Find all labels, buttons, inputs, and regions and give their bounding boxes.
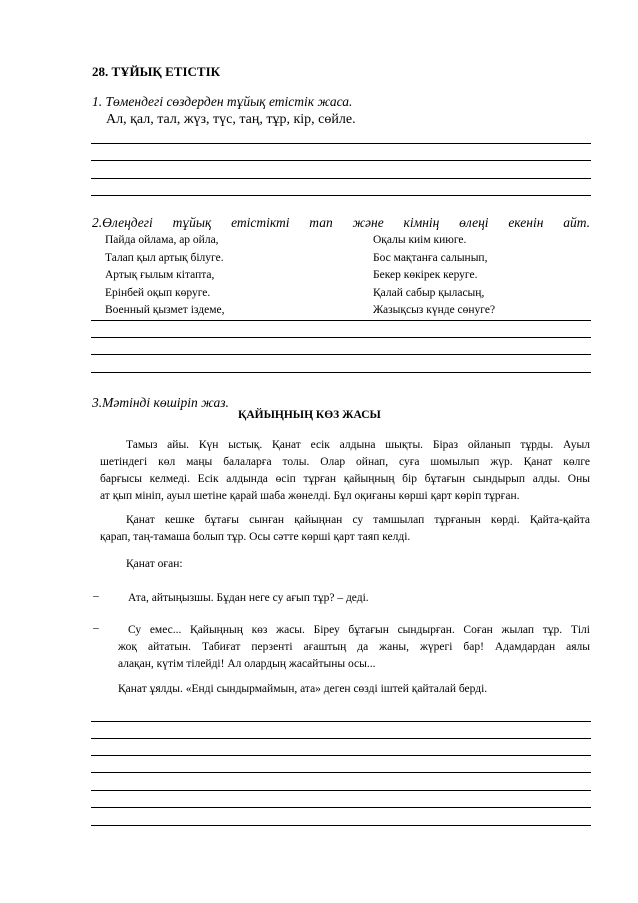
poem-line: Талап қыл артық білуге. <box>105 251 224 264</box>
paragraph-4: Қанат ұялды. «Енді сындырмаймын, ата» деген сөзді іштей қайталай берді. <box>118 683 488 695</box>
text-line: барғысы келмеді. Есік алдында өсіп тұрған қайыңның бір бұтағын сындырып алды. Оны <box>100 473 590 485</box>
text-line: Су емес... Қайыңның көз жасы. Біреу бұтағын сындырған. Соған жылап тұр. Тілі <box>128 624 590 636</box>
answer-line[interactable] <box>91 160 591 161</box>
dialogue-line-1: Ата, айтыңызшы. Бұдан неге су ағып тұр? – деді. <box>128 592 369 604</box>
task3-instruction: 3.Мәтінді көшіріп жаз. <box>92 395 229 410</box>
poem-left-column <box>105 232 224 320</box>
paragraph-1 <box>100 437 590 505</box>
paragraph-3: Қанат оған: <box>126 558 183 570</box>
answer-line[interactable] <box>91 143 591 144</box>
answer-line[interactable] <box>91 337 591 338</box>
text-line: Тамыз айы. Күн ыстық. Қанат есік алдына шықты. Біраз ойланып тұрды. Ауыл <box>126 439 590 451</box>
answer-line[interactable] <box>91 772 591 773</box>
poem-right-column <box>373 232 495 320</box>
poem-line: Военный қызмет іздеме, <box>105 304 225 316</box>
poem-line: Пайда ойлама, ар ойла, <box>105 234 219 246</box>
text-line: жоқ айтатын. Табиғат перзенті ағаштың да жаны, жүрегі бар! Адамдардан аялы <box>118 641 590 653</box>
text-line: қарап, таң-тамаша болып тұр. Осы сәтте көрші қарт таяп келді. <box>100 531 411 543</box>
dialogue-line-2 <box>118 622 590 673</box>
poem-line: Ерінбей оқып көруге. <box>105 286 211 299</box>
answer-line[interactable] <box>91 755 591 756</box>
answer-line[interactable] <box>91 178 591 179</box>
answer-line[interactable] <box>91 372 591 373</box>
text-line: ат қып мініп, ауыл шетіне қарай шаба жөнелді. Бұл оқиғаны көрші қарт көріп тұрған. <box>100 490 520 502</box>
poem-line: Бекер көкірек керуге. <box>373 269 478 281</box>
answer-line[interactable] <box>91 807 591 808</box>
text-line: шетіндегі көл маңы балаларға толы. Олар ойнап, суға шомылып жүр. Қанат көлге <box>100 456 590 468</box>
answer-line[interactable] <box>91 825 591 826</box>
answer-line[interactable] <box>91 195 591 196</box>
answer-line[interactable] <box>91 790 591 791</box>
dialogue-dash: – <box>93 590 99 602</box>
paragraph-2 <box>100 512 590 546</box>
answer-line[interactable] <box>91 721 591 722</box>
answer-line[interactable] <box>91 354 591 355</box>
dialogue-dash: – <box>93 622 99 634</box>
task1-instruction: 1. Төмендегі сөздерден тұйық етістік жаса. <box>92 94 353 109</box>
poem-line: Оқалы киім киюге. <box>373 234 467 246</box>
task1-words: Ал, қал, тал, жүз, түс, таң, тұр, кір, сөйле. <box>106 112 356 127</box>
poem-line: Қалай сабыр қыласың, <box>373 286 485 299</box>
text-title: ҚАЙЫҢНЫҢ КӨЗ ЖАСЫ <box>238 409 381 421</box>
poem-line: Жазықсыз күнде сөнуге? <box>373 304 496 316</box>
poem-line: Артық ғылым кітапта, <box>105 269 215 281</box>
text-line: Қанат кешке бұтағы сынған қайыңнан су тамшылап тұрғанын көрді. Қайта-қайта <box>126 514 590 526</box>
answer-line[interactable] <box>91 320 591 321</box>
poem-line: Бос мақтанға салынып, <box>373 251 488 264</box>
answer-line[interactable] <box>91 738 591 739</box>
task2-instruction: 2.Өлеңдегі тұйық етістікті тап және кімнің өлеңі екенін айт. <box>92 215 590 230</box>
text-line: алақан, күтім тілейді! Ал олардың жасайтыны осы... <box>118 658 376 670</box>
page-title: 28. ТҰЙЫҚ ЕТІСТІК <box>92 64 221 79</box>
